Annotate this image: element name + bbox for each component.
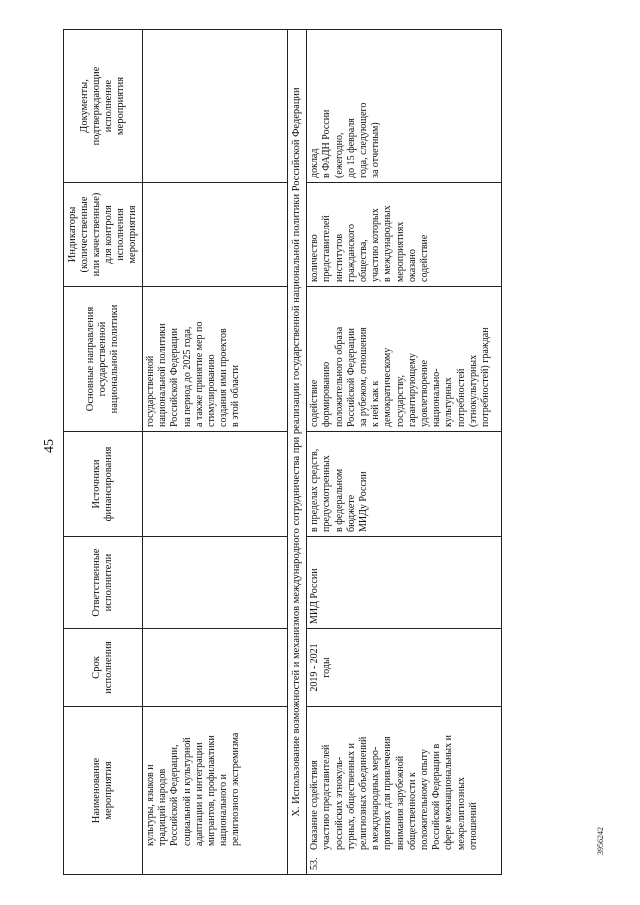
cell-name: культуры, языков и традиций народов Российской Федерации, социальной и культурной адаптации и интеграции мигрантов, профилактики национального и религиозного экстремизма (143, 707, 288, 875)
row-number: 53. (309, 857, 321, 870)
cell-name (307, 707, 502, 875)
table-row-53 (307, 30, 502, 875)
cell-executors (143, 537, 288, 629)
cell-directions: содействие формированию положительного образа Российской Федерации за рубежом, отношения к ней как к демократическому государству, гарантирующему удовлетворение национально- культурных потребностей (этнокультурных потребностей) граждан (307, 287, 502, 432)
header-indicators: Индикаторы (количественные или качественные) для контроля исполнения мероприятия (64, 183, 143, 287)
cell-documents (143, 30, 288, 183)
cell-indicators: количество представителей институтов гражданского общества, участию которых в международных мероприятиях оказано содействие (307, 183, 502, 287)
table-header-row (64, 30, 143, 875)
page-number: 45 (42, 439, 57, 453)
cell-indicators (143, 183, 288, 287)
header-documents: Документы, подтверждающие исполнение мероприятия (64, 30, 143, 183)
section-row (288, 30, 307, 875)
document-code: 3956242 (596, 827, 605, 855)
section-title: X. Использование возможностей и механизмов международного сотрудничества при реализации государственной национальной политики Российской Федерации (288, 30, 307, 875)
cell-term: 2019 - 2021 годы (307, 629, 502, 707)
header-directions: Основные направления государственной национальной политики (64, 287, 143, 432)
cell-executors: МИД России (307, 537, 502, 629)
header-term: Срок исполнения (64, 629, 143, 707)
rotated-table-sheet (63, 30, 536, 875)
header-executors: Ответственные исполнители (64, 537, 143, 629)
table-row-continuation (143, 30, 288, 875)
measures-table (63, 29, 502, 875)
cell-financing: в пределах средств, предусмотренных в федеральном бюджете МИДу России (307, 432, 502, 537)
header-financing: Источники финансирования (64, 432, 143, 537)
header-name: Наименование мероприятия (64, 707, 143, 875)
cell-directions: государственной национальной политики Российской Федерации на период до 2025 года, а также принятие мер по стимулированию создания ими проектов в этой области (143, 287, 288, 432)
cell-documents: доклад в ФАДН России (ежегодно, до 15 февраля года, следующего за отчетным) (307, 30, 502, 183)
cell-financing (143, 432, 288, 537)
cell-term (143, 629, 288, 707)
row-name-text: Оказание содействия участию представителей российских этнокуль- турных, общественных и религиозных объединений в международных меро- приятиях для привлечения внимания зарубежной общественности к положительному опыту Российской Федерации в сфере межнациональных и межрелигиозных отношений (309, 735, 479, 850)
